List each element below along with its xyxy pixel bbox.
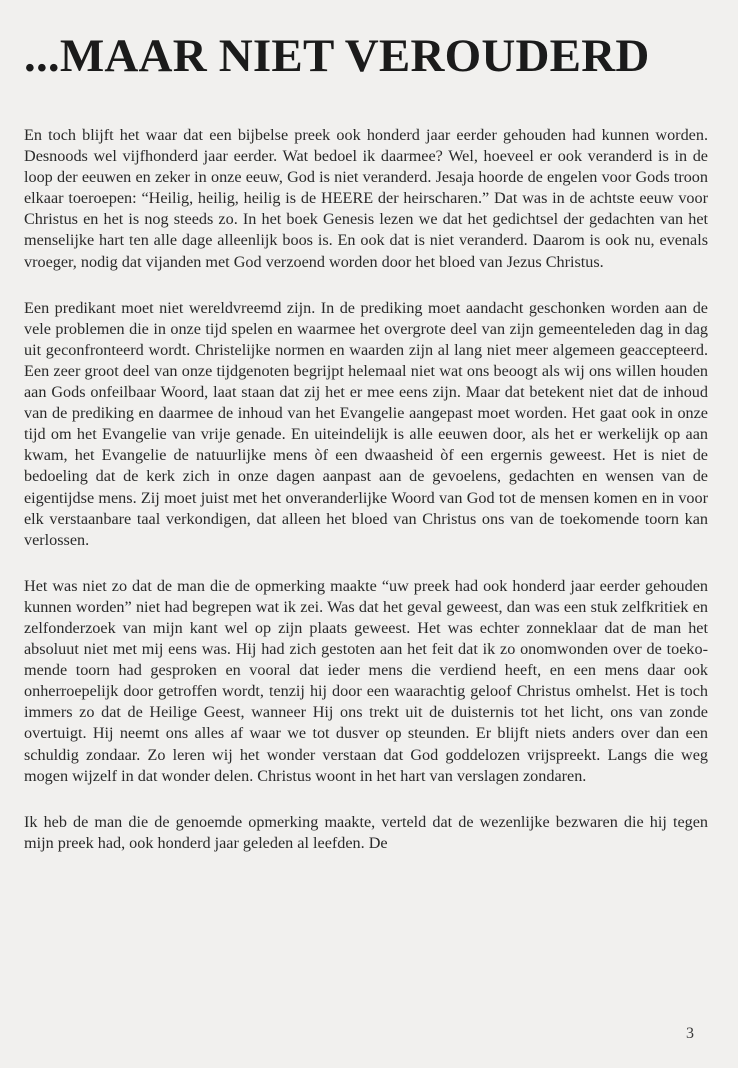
paragraph-2: Een predikant moet niet wereldvreemd zijn. In de prediking moet aandacht geschonken worden aan de vele problemen die in onze tijd spelen en waarmee het overgrote deel van zijn gemeenteleden dag in dag uit geconfronteerd wordt. Christelijke normen en waarden zijn al lang niet meer algemeen geaccepteerd. Een zeer groot deel van onze tijdgenoten begrijpt helemaal niet wat ons beoogt als wij ons willen houden aan Gods onfeilbaar Woord, laat staan dat zij het er mee eens zijn. Maar dat betekent niet dat de inhoud van de prediking en daarmee de inhoud van het Evangelie aangepast moet worden. Het gaat ook in onze tijd om het Evangelie van vrije genade. En uiteindelijk is alle eeuwen door, als het er werkelijk op aan kwam, het Evangelie de natuurlijke mens òf een dwaasheid òf een ergernis geweest. Het is niet de bedoeling dat de kerk zich in onze dagen aanpast aan de gevoelens, gedachten en wensen van de eigentijdse mens. Zij moet juist met het onveranderlijke Woord van God tot de mensen komen en in voor elk verstaanbare taal verkondigen, dat alleen het bloed van Christus ons van de toekomende toorn kan verlossen. [24,298,708,549]
paragraph-4: Ik heb de man die de genoemde opmerking maakte, verteld dat de wezenlijke bezwaren die hij tegen mijn preek had, ook honderd jaar geleden al leefden. De [24,812,708,852]
page-number: 3 [686,1025,694,1042]
page-title: ...MAAR NIET VEROUDERD [24,30,650,82]
paragraph-1: En toch blijft het waar dat een bijbelse preek ook honderd jaar eerder gehouden had kunnen worden. Desnoods wel vijfhonderd jaar eerder. Wat bedoel ik daarmee? Wel, hoeveel er ook veranderd is in de loop der eeuwen en zeker in onze eeuw, God is niet veranderd. Jesaja hoorde de engelen voor Gods troon elkaar toeroepen: “Heilig, heilig, heilig is de HEERE der heirscharen.” Dat was in de achtste eeuw voor Christus en het is nog steeds zo. In het boek Genesis lezen we dat het gedichtsel der gedachten van het menselijke hart ten alle dage alleenlijk boos is. En ook dat is niet veranderd. Daarom is ook nu, evenals vroeger, nodig dat vijanden met God verzoend worden door het bloed van Jezus Christus. [24,126,708,271]
document-page [24,26,708,879]
paragraph-3: Het was niet zo dat de man die de opmerking maakte “uw preek had ook honderd jaar eerder gehouden kunnen worden” niet had begrepen wat ik zei. Was dat het geval geweest, dan was een stuk zelfkritiek en zelfonderzoek van mijn kant wel op zijn plaats geweest. Het was echter zonneklaar dat de man het absoluut niet met mij eens was. Hij had zich gestoten aan het feit dat ik zo onomwonden over de toekomende toorn had gesproken en vooral dat ieder mens die verdiend heeft, en een mens daar ook onherroepelijk door getroffen wordt, tenzij hij door een waarachtig geloof Christus omhelst. Het is toch immers zo dat de Heilige Geest, wanneer Hij ons trekt uit de duisternis tot het licht, ons van zonde overtuigt. Hij neemt ons alles af waar we tot dusver op steunden. Er blijft niets anders over dan een schuldig zondaar. Zo leren wij het wonder verstaan dat God goddelozen vrijspreekt. Langs die weg mogen wijzelf in dat wonder delen. Christus woont in het hart van verslagen zondaren. [24,576,708,785]
